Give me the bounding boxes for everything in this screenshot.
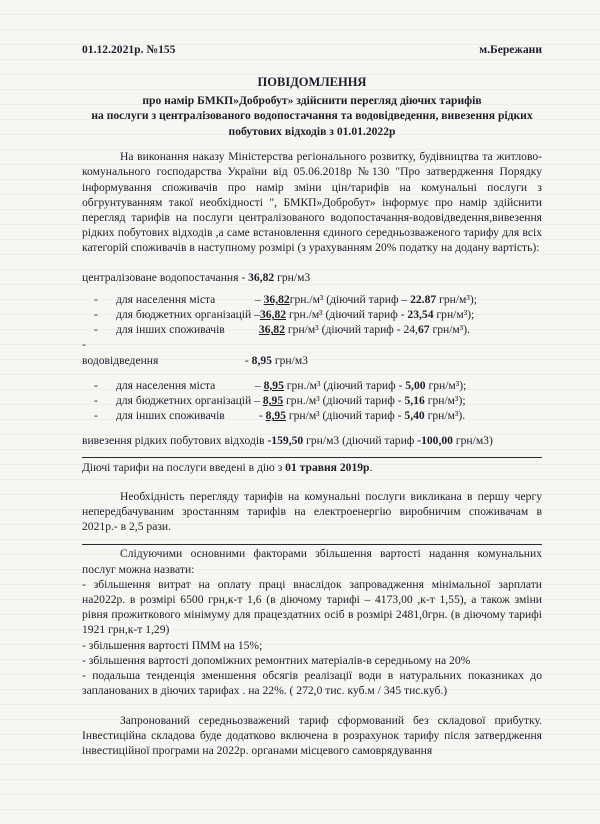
water-current-tariff-other: 67 bbox=[417, 323, 430, 337]
liquid-waste-line: вивезення рідких побутових відходів -159,50 грн/м3 (діючий тариф -100,00 грн/м3) bbox=[82, 434, 493, 448]
water-new-tariff-population: 36,82 bbox=[263, 292, 290, 306]
document-header bbox=[82, 42, 542, 57]
water-row-budget: - для бюджетних організацій –36,82 грн./м³ (діючий тариф - 23,54 грн/м³); bbox=[94, 308, 475, 322]
divider-1 bbox=[82, 457, 542, 458]
factor-item: - збільшення вартості допоміжних ремонтних матеріалів-в середньому на 20% bbox=[82, 653, 471, 667]
intro-paragraph: На виконання наказу Міністерства регіонального розвитку, будівництва та житлово-комунального господарства України від 05.06.2018р №130 "Про затвердження Порядку інформування споживачів про намір зміни цін/тарифів на комунальні послуги з обгрунтуванням такої необхідності ", БМКП»Добробут» інформує про намір здійснити перегляд тарифів на послуги централізованого водопостачання-водовідведення,вивезення рідких побутових відходів ,а саме встановлення єдиного середньозваженого тарифу для всіх категорій споживачів в наступному розмірі (з урахуванням 20% податку на додану вартість): bbox=[82, 150, 542, 255]
liquid-waste-value: -159,50 bbox=[267, 434, 304, 448]
sewer-rate-line: водовідведення - 8,95 грн/м3 bbox=[82, 353, 308, 367]
liquid-waste-current: -100,00 bbox=[417, 434, 453, 448]
sewer-current-tariff-population: 5,00 bbox=[405, 378, 426, 392]
liquid-waste-label: вивезення рідких побутових відходів bbox=[82, 434, 268, 448]
sewer-new-tariff-other: 8,95 bbox=[265, 409, 286, 423]
sewer-new-tariff-population: 8,95 bbox=[263, 378, 284, 392]
document-city: м.Бережани bbox=[479, 43, 542, 56]
title-line-3: на послуги з централізованого водопостачання та водовідведення, вивезення рідких bbox=[91, 109, 533, 123]
necessity-paragraph: Необхідність перегляду тарифів на комунальні послуги викликана в першу чергу непередбачуваним зростанням тарифів на електроенергію виробничим споживачам в 2021р.- в 2,5 рази. bbox=[82, 489, 542, 534]
closing-paragraph: Запронований середньозважений тариф сформований без складової прибутку. Інвестиційна складова буде додатково включена в розрахунок тарифу після затвердження інвестиційної програми на 2022р. органами місцевого самоврядування bbox=[82, 713, 542, 757]
sewer-row-budget: - для бюджетних організацій – 8,95 грн./м³ (діючий тариф - 5,16 грн/м³); bbox=[94, 394, 466, 408]
divider-2 bbox=[82, 544, 542, 545]
sewer-label: водовідведення bbox=[82, 353, 159, 367]
current-tariffs-date: 01 травня 2019р bbox=[285, 460, 370, 474]
title-line-1: ПОВІДОМЛЕННЯ bbox=[257, 75, 367, 90]
current-tariffs-line: Діючі тарифи на послуги введені в дію з 01 травня 2019р. bbox=[82, 460, 373, 474]
factors-intro: Слідуючими основними факторами збільшення вартості надання комунальних послуг можна назвати: bbox=[82, 547, 542, 576]
water-new-tariff-other: 36,82 bbox=[258, 323, 285, 337]
factor-item: - збільшення витрат на оплату праці внаслідок запровадження мінімальної зарплати на2022р. в розмірі 6500 грн,к-т 1,6 (в діючому тарифі – 4173,00 ,к-т 1,55), а також зміни рівня прожиткового мінімуму для працездатних осіб в розмірі 2481,0грн. (в діючому тарифі 1921 грн,к-т 1,29) bbox=[82, 577, 542, 637]
title-line-4: побутових відходів з 01.01.2022р bbox=[228, 124, 396, 138]
water-row-population: - для населення міста – 36,82грн./м³ (діючий тариф – 22.87 грн/м³); bbox=[94, 292, 477, 306]
title-line-2: про намір БМКП»Добробут» здійснити перегляд діючих тарифів bbox=[142, 93, 482, 107]
sewer-section bbox=[82, 353, 542, 424]
document-date-number: 01.12.2021р. №155 bbox=[82, 43, 176, 56]
water-current-tariff-population: 22.87 bbox=[410, 292, 437, 306]
water-trail-dash: - bbox=[82, 338, 86, 352]
sewer-current-tariff-budget: 5,16 bbox=[404, 394, 425, 408]
document-title bbox=[82, 75, 542, 139]
water-current-tariff-budget: 23,54 bbox=[407, 308, 434, 322]
factor-item: - збільшення вартості ПММ на 15%; bbox=[82, 638, 263, 652]
sewer-new-tariff-budget: 8,95 bbox=[262, 394, 284, 408]
water-value: 36,82 bbox=[248, 270, 275, 284]
factor-item: - подальша тенденція зменшення обсягів реалізації води в натуральних показниках до запланованих в діючих тарифах . на 22%. ( 272,0 тис. куб.м / 345 тис.куб.) bbox=[82, 669, 542, 698]
sewer-current-tariff-other: 5,40 bbox=[404, 409, 425, 423]
sewer-row-other: - для інших споживачів - 8,95 грн/м³ (діючий тариф - 5,40 грн/м³). bbox=[94, 409, 466, 423]
factors-list bbox=[82, 577, 542, 699]
water-label: централізоване водопостачання bbox=[82, 270, 239, 284]
water-section bbox=[82, 270, 542, 353]
water-rate-line: централізоване водопостачання - 36,82 грн/м3 bbox=[82, 270, 311, 284]
water-new-tariff-budget: 36,82 bbox=[259, 308, 287, 322]
sewer-value: 8,95 bbox=[251, 353, 272, 367]
sewer-row-population: - для населення міста – 8,95 грн./м³ (діючий тариф - 5,00 грн/м³); bbox=[94, 378, 467, 392]
water-row-other: - для інших споживачів 36,82 грн/м³ (діючий тариф - 24,67 грн/м³). bbox=[94, 323, 470, 337]
